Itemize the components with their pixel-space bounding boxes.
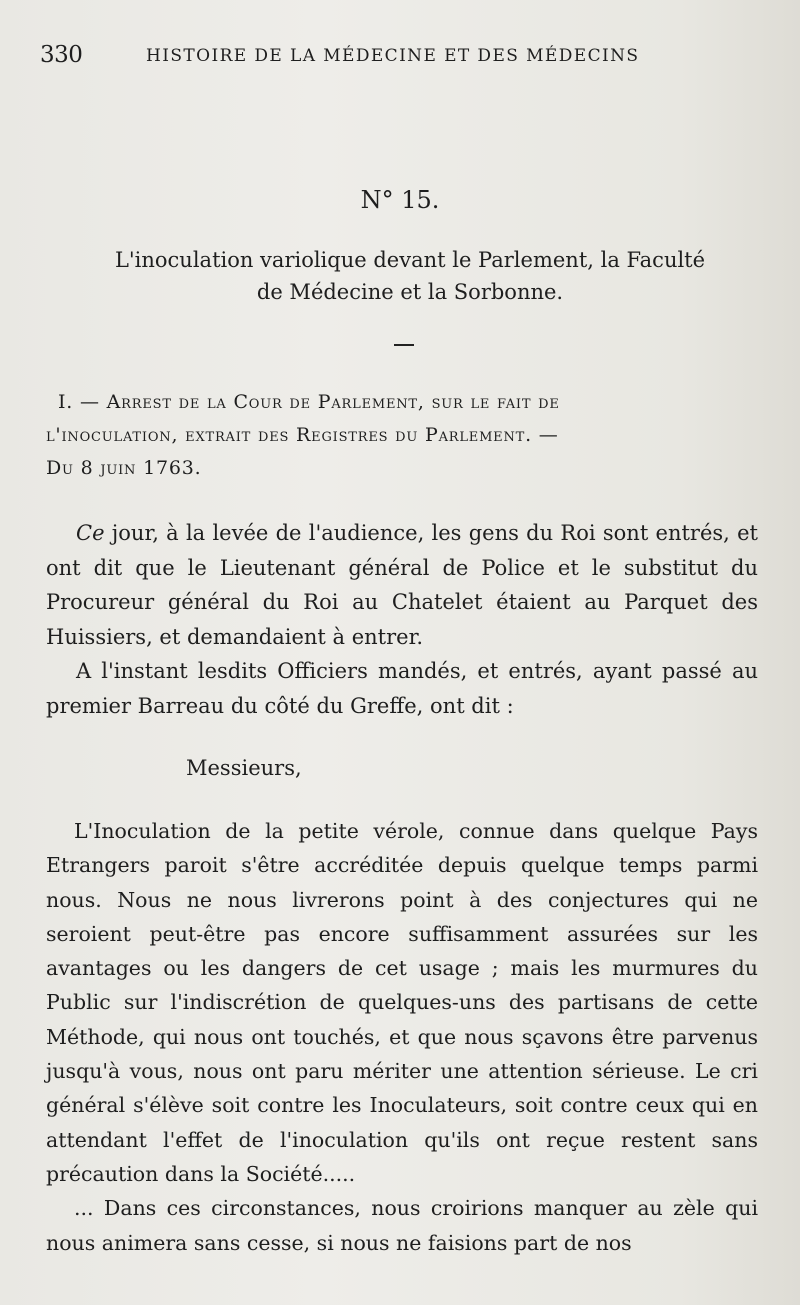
subtitle-line: de Médecine et la Sorbonne. (256, 280, 564, 304)
italic-word: Ce (76, 521, 105, 545)
body-text (46, 516, 758, 723)
running-head: HISTOIRE DE LA MÉDECINE ET DES MÉDECINS (146, 46, 640, 66)
decree-heading (46, 386, 760, 485)
paragraph (46, 516, 758, 654)
paragraph: A l'instant lesdits Officiers mandés, et entrés, ayant passé au premier Barreau du côté du Greffe, ont dit : (46, 659, 758, 718)
paragraph: L'Inoculation de la petite vérole, connue dans quelque Pays Etrangers paroit s'être accréditée depuis quelque temps parmi nous. Nous ne nous livrerons point à des conjectures qui ne seroient peut-être pas encore suffisamment assurées sur les avantages ou les dangers de cet usage ; mais les murmures du Public sur l'indiscrétion de quelques-uns des partisans de cette Méthode, qui nous ont touchés, et que nous sçavons être parvenus jusqu'à vous, nous ont paru mériter une attention sérieuse. Le cri général s'élève soit contre les Inoculateurs, soit contre ceux qui en attendant l'effet de l'inoculation qu'ils ont reçue restent sans précaution dans la Société..... (46, 819, 758, 1186)
subtitle-line: L'inoculation variolique devant le Parlement, la Faculté (114, 248, 706, 272)
decree-heading-line: Du 8 juin 1763. (46, 457, 202, 479)
decree-heading-line: l'inoculation, extrait des Registres du Parlement. — (46, 424, 559, 446)
page-number: 330 (40, 42, 83, 68)
paragraph-text: jour, à la levée de l'audience, les gens du Roi sont entrés, et ont dit que le Lieutenant général de Police et le substitut du Procureur général du Roi au Chatelet étaient au Parquet des Huissiers, et demandaient à entrer. (46, 521, 758, 649)
decree-heading-line: I. — Arrest de la Cour de Parlement, sur le fait de (58, 391, 560, 413)
salutation: Messieurs, (186, 756, 302, 780)
document-number: N° 15. (360, 186, 440, 214)
speech-text (46, 814, 758, 1260)
separator-dash (394, 344, 414, 346)
document-subtitle (60, 244, 760, 308)
page-header (40, 42, 760, 82)
paragraph: ... Dans ces circonstances, nous croirions manquer au zèle qui nous animera sans cesse, si nous ne faisions part de nos (46, 1196, 758, 1255)
